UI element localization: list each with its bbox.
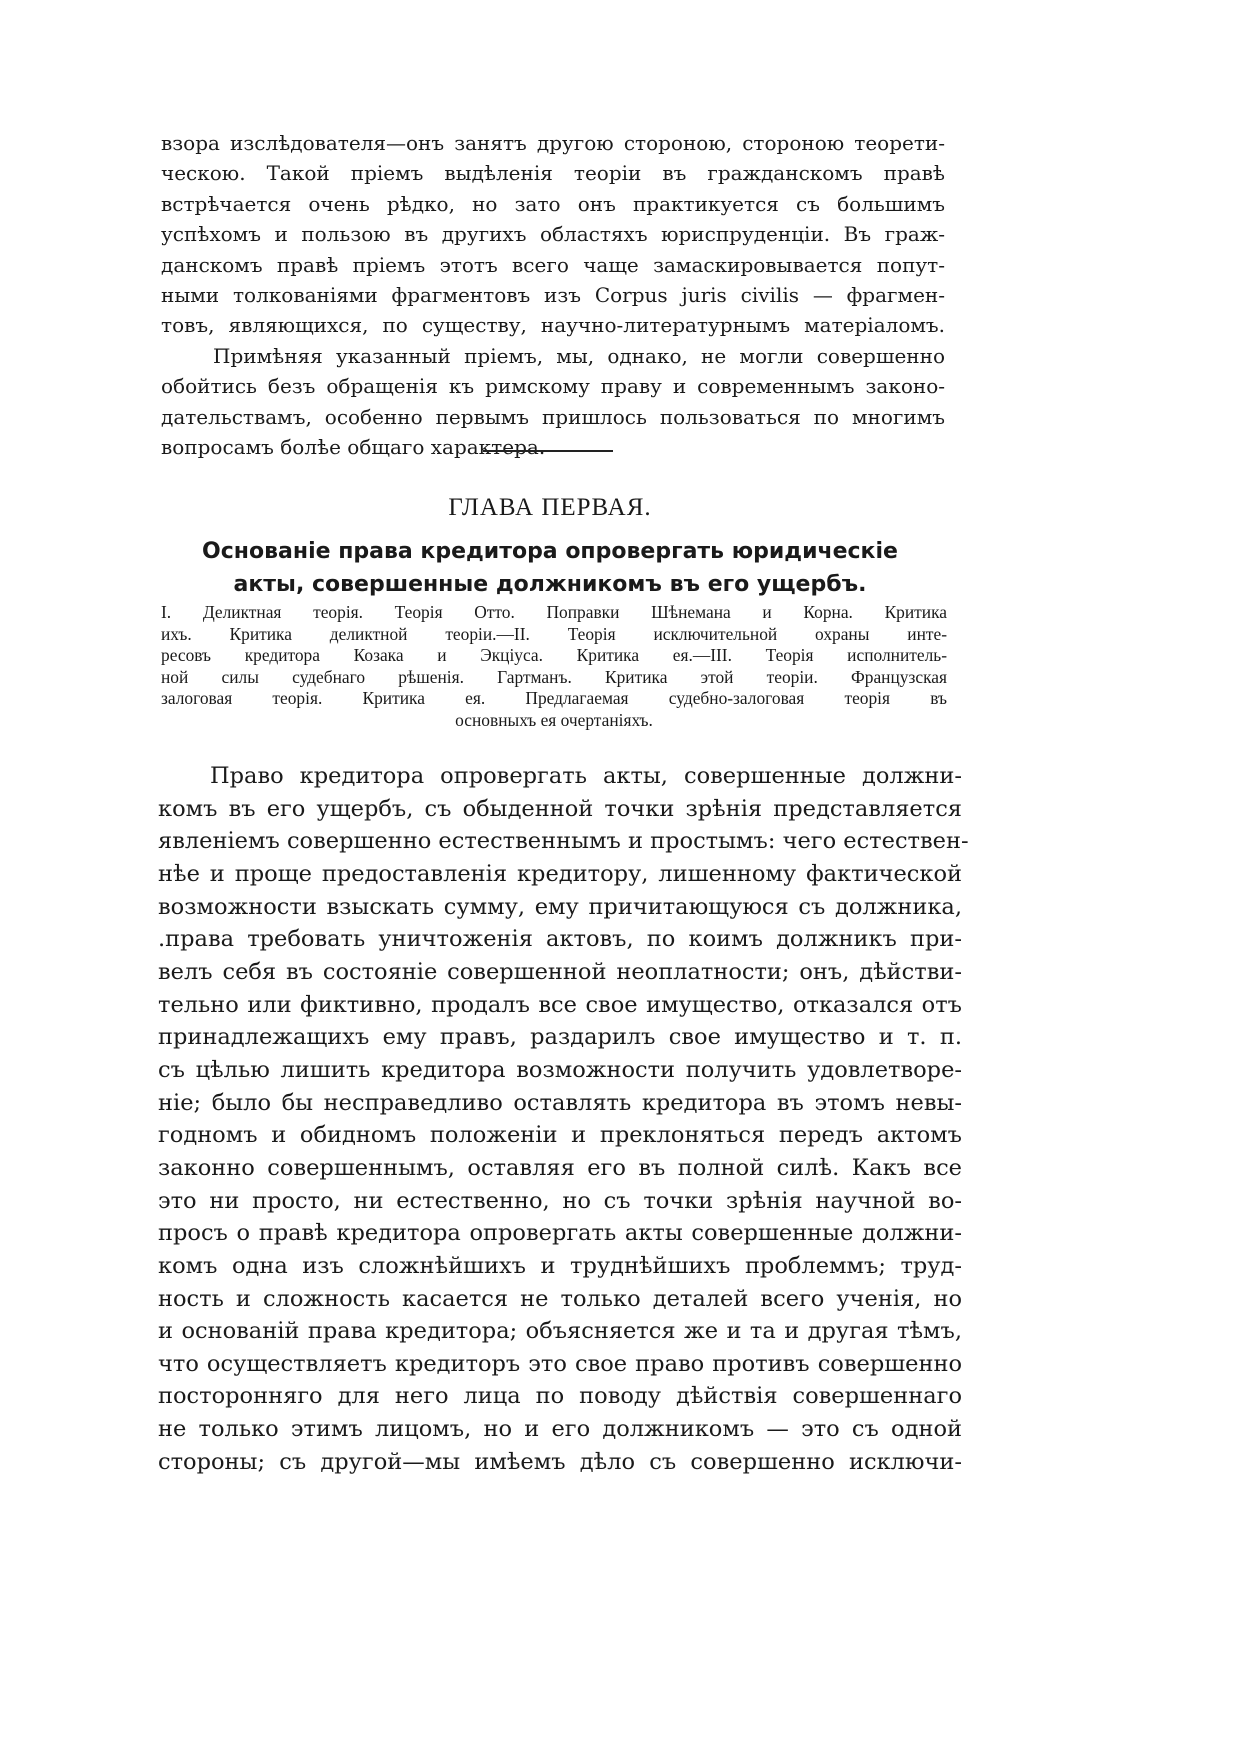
text-line: встрѣчается очень рѣдко, но зато онъ практикуется съ большимъ [161,191,945,216]
text-line: Примѣняя указанный пріемъ, мы, однако, не могли совершенно [213,343,945,368]
intro-paragraph [161,128,945,462]
chapter-title: ГЛАВА ПЕРВАЯ. [448,494,652,521]
synopsis-line: ной силы судебнаго рѣшенія. Гартманъ. Критика этой теоріи. Французская [161,666,947,687]
text-line: товъ, являющихся, по существу, научно-литературнымъ матеріаломъ. [161,313,945,338]
text-line: просъ о правѣ кредитора опровергать акты совершенные должни- [158,1220,962,1247]
synopsis-line: залоговая теорія. Критика ея. Предлагаемая судебно-залоговая теорія въ [161,688,947,708]
text-line: что осуществляетъ кредиторъ это свое право противъ совершенно [158,1350,962,1377]
text-line: тельно или фиктивно, продалъ все свое имущество, отказался отъ [158,991,962,1018]
text-line: законно совершеннымъ, оставляя его въ полной силѣ. Какъ все [158,1154,962,1181]
synopsis-line: основныхъ ея очертаніяхъ. [455,709,653,730]
heading-line: Основаніе права кредитора опровергать юридическіе [202,539,898,564]
text-line: и основаній права кредитора; объясняется же и та и другая тѣмъ, [158,1318,962,1345]
text-line: успѣхомъ и пользою въ другихъ областяхъ юриспруденціи. Въ граж- [161,222,945,247]
text-line: принадлежащихъ ему правъ, раздарилъ свое имущество и т. п. [158,1024,962,1051]
chapter-heading [170,535,930,601]
synopsis-line: ресовъ кредитора Козака и Экціуса. Критика ея.—III. Теорія исполнитель- [161,645,947,665]
text-line: взора изслѣдователя—онъ занятъ другою стороною, стороною теорети- [161,131,945,155]
heading-line: акты, совершенные должникомъ въ его ущербъ. [233,572,867,597]
text-line: съ цѣлью лишить кредитора возможности получить удовлетворе- [158,1056,962,1083]
synopsis-line: ихъ. Критика деликтной теоріи.—II. Теорія исключительной охраны инте- [161,623,947,644]
text-line: годномъ и обидномъ положеніи и преклоняться передъ актомъ [158,1122,962,1149]
text-line: обойтись безъ обращенія къ римскому праву и современнымъ законо- [161,374,945,399]
text-line: дательствамъ, особенно первымъ пришлось пользоваться по многимъ [161,404,945,429]
text-line: это ни просто, ни естественно, но съ точки зрѣнія научной во- [158,1187,962,1214]
text-line: ческою. Такой пріемъ выдѣленія теоріи въ гражданскомъ правѣ [161,161,945,186]
text-line: комъ одна изъ сложнѣйшихъ и труднѣйшихъ проблеммъ; труд- [158,1252,962,1279]
chapter-synopsis [161,602,947,731]
text-line: вопросамъ болѣе общаго характера. [161,435,546,460]
text-line: велъ себя въ состояніе совершенной неоплатности; онъ, дѣйстви- [158,958,962,985]
body-paragraph [158,760,969,1478]
synopsis-line: I. Деликтная теорія. Теорія Отто. Поправки Шѣнемана и Корна. Критика [161,602,947,622]
text-line: .права требовать уничтоженія актовъ, по коимъ должникъ при- [158,926,962,953]
text-line: посторонняго для него лица по поводу дѣйствія совершеннаго [158,1383,962,1410]
text-line: явленіемъ совершенно естественнымъ и простымъ: чего естествен- [158,828,969,855]
text-line: ность и сложность касается не только деталей всего ученія, но [158,1285,962,1312]
text-line: ніе; было бы несправедливо оставлять кредитора въ этомъ невы- [158,1089,962,1116]
text-line: комъ въ его ущербъ, съ обыденной точки зрѣнія представляется [158,795,962,822]
text-line: стороны; съ другой—мы имѣемъ дѣло съ совершенно исключи- [158,1448,962,1475]
text-line: возможности взыскать сумму, ему причитающуюся съ должника, [158,893,962,920]
section-divider [483,450,613,452]
text-line: Право кредитора опровергать акты, совершенные должни- [210,763,962,789]
text-line: данскомъ правѣ пріемъ этотъ всего чаще замаскировывается попут- [161,252,945,277]
text-line: не только этимъ лицомъ, но и его должникомъ — это съ одной [158,1416,962,1443]
text-line: нѣе и проще предоставленія кредитору, лишенному фактической [158,860,962,887]
text-line: ными толкованіями фрагментовъ изъ Corpus juris civilis — фрагмен- [161,283,945,308]
